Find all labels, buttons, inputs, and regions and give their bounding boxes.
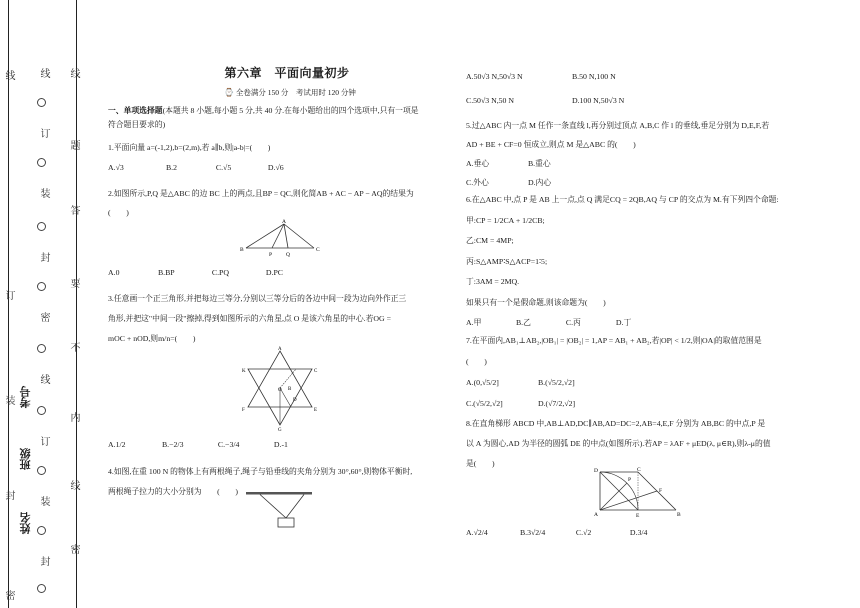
section-heading: 一、单项选择题(本题共 8 小题,每小题 5 分,共 40 分.在每小题给出的四个选项中,只有一项是 xyxy=(108,106,419,115)
warning-char: 题 xyxy=(68,140,79,150)
q5-text-2: AD + BE + CF=0 恒成立,则点 M 是△ABC 的( ) xyxy=(466,140,636,149)
q2-option-c[interactable]: C.PQ xyxy=(211,268,230,277)
binding-label: 封 xyxy=(38,252,49,262)
binding-line-inner xyxy=(76,0,77,608)
q1-option-a[interactable]: A.√3 xyxy=(108,163,124,172)
q6-option-a[interactable]: A.甲 xyxy=(466,318,482,327)
outer-label: 订 xyxy=(3,290,14,300)
q8-text-3: 是( ) xyxy=(466,459,495,468)
q6-option-c[interactable]: C.丙 xyxy=(565,318,581,327)
q5-option-a[interactable]: A.垂心 xyxy=(466,159,490,168)
q7-option-b[interactable]: B.(√5/2,√2] xyxy=(537,378,575,387)
question-8 xyxy=(466,414,826,474)
ropes-figure xyxy=(246,488,312,530)
question-5 xyxy=(466,116,816,192)
outer-label: 封 xyxy=(3,490,14,500)
clock-icon: ⌚ xyxy=(224,88,235,97)
outer-label: 装 xyxy=(3,395,14,405)
q8-options xyxy=(466,528,647,537)
label-k: K xyxy=(242,369,246,374)
q2-options xyxy=(108,268,453,277)
binding-label: 线 xyxy=(38,68,49,78)
binding-hole xyxy=(37,406,46,415)
label-c: C xyxy=(316,247,320,253)
warning-char: 线 xyxy=(68,480,79,490)
q7-option-c[interactable]: C.(√5/2,√2] xyxy=(466,399,503,408)
q1-text: 1.平面向量 a=(-1,2),b=(2,m),若 a∥b,则|a-b|=( ) xyxy=(108,143,271,152)
q3-text: 3.任意画一个正三角形,并把每边三等分,分别以三等分后的各边中间一段为边向外作正三 xyxy=(108,294,407,303)
label-a: A xyxy=(282,219,286,225)
label-q: Q xyxy=(286,252,290,258)
label-f: F xyxy=(659,488,663,494)
q8-option-a[interactable]: A.√2/4 xyxy=(466,528,488,537)
q3-text-2: 角形,并把这"中间一段"擦掉,得到如图所示的六角星,点 O 是该六角星的中心.若OG = xyxy=(108,314,391,323)
label-o: O xyxy=(278,388,282,393)
q8-option-d[interactable]: D.3/4 xyxy=(629,528,648,537)
q3-options xyxy=(108,440,453,449)
hexagram-figure xyxy=(238,345,322,431)
label-f: F xyxy=(242,408,245,413)
q4-text-2: 两根绳子拉力的大小分别为 ( ) xyxy=(108,487,238,496)
binding-hole xyxy=(37,282,46,291)
q4-option-c[interactable]: C.50√3 N,50 N xyxy=(466,96,515,105)
warning-char: 线 xyxy=(68,68,79,78)
q6-question: 如果只有一个是假命题,则该命题为( ) xyxy=(466,297,606,307)
warning-char: 答 xyxy=(68,205,79,215)
q3-option-b[interactable]: B.−2/3 xyxy=(161,440,184,449)
q6-statement-a: 甲:CP = 1/2CA + 1/2CB; xyxy=(466,215,545,225)
label-b: B xyxy=(240,247,244,253)
q6-option-b[interactable]: B.乙 xyxy=(515,318,531,327)
q4-options xyxy=(466,72,624,105)
q3-text-3: mOC + nOD,则m/n=( ) xyxy=(108,334,196,343)
q6-text: 6.在△ABC 中,点 P 是 AB 上一点,点 Q 满足CQ = 2QB,AQ 与 CP 的交点为 M.有下列四个命题: xyxy=(466,195,779,204)
binding-hole xyxy=(37,344,46,353)
q5-text: 5.过△ABC 内一点 M 任作一条直线 l,再分别过顶点 A,B,C 作 l 的垂线,垂足分别为 D,E,F,若 xyxy=(466,121,770,130)
q3-option-c[interactable]: C.−3/4 xyxy=(217,440,240,449)
q5-option-c[interactable]: C.外心 xyxy=(466,178,489,187)
q7-text-2: ( ) xyxy=(466,357,487,366)
binding-label: 订 xyxy=(38,128,49,138)
q8-option-b[interactable]: B.3√2/4 xyxy=(519,528,546,537)
label-p: P xyxy=(628,477,632,483)
warning-char: 不 xyxy=(68,342,79,352)
q6-option-d[interactable]: D.丁 xyxy=(615,318,632,327)
label-c: C xyxy=(637,467,641,473)
q4-option-b[interactable]: B.50 N,100 N xyxy=(571,72,616,81)
trapezoid-figure xyxy=(592,466,684,518)
binding-label: 装 xyxy=(38,188,49,198)
q8-text: 8.在直角梯形 ABCD 中,AB⊥AD,DC∥AB,AD=DC=2,AB=4,E,F 分别为 AB,BC 的中点,P 是 xyxy=(466,419,766,428)
binding-label: 订 xyxy=(38,436,49,446)
question-1 xyxy=(108,142,453,172)
label-g: G xyxy=(278,428,282,431)
binding-label: 装 xyxy=(38,496,49,506)
label-a: A xyxy=(594,512,598,518)
question-6 xyxy=(466,190,826,334)
q2-option-a[interactable]: A.0 xyxy=(108,268,120,277)
q2-option-b[interactable]: B.BP xyxy=(157,268,175,277)
page-title: 第六章 平面向量初步 xyxy=(224,66,350,80)
q3-option-a[interactable]: A.1/2 xyxy=(108,440,126,449)
outer-label: 密 xyxy=(3,590,14,600)
field-name[interactable]: 姓名 xyxy=(20,512,32,534)
q4-option-a[interactable]: A.50√3 N,50√3 N xyxy=(466,72,523,81)
q6-statement-d: 丁:3AM = 2MQ. xyxy=(466,277,520,286)
q6-statement-b: 乙:CM = 4MP; xyxy=(466,236,514,245)
question-7 xyxy=(466,330,826,414)
q7-text: 7.在平面内,AB₁⊥AB₂,|OB₁| = |OB₂| = 1,AP = AB₁ + AB₂,若|OP| < 1/2,则|OA|的取值范围是 xyxy=(466,336,762,345)
q1-option-b[interactable]: B.2 xyxy=(165,163,178,172)
label-e: E xyxy=(636,513,640,518)
binding-line-outer xyxy=(8,0,9,608)
binding-hole xyxy=(37,466,46,475)
binding-hole xyxy=(37,526,46,535)
field-class[interactable]: 班级 xyxy=(20,448,32,470)
q1-option-c[interactable]: C.√5 xyxy=(215,163,232,172)
field-exam-number[interactable]: 考号 xyxy=(20,386,32,408)
binding-label: 密 xyxy=(38,312,49,322)
label-a: A xyxy=(278,347,282,352)
q8-text-2: 以 A 为圆心,AD 为半径的圆弧 DE 的中点(如图所示).若AP = λAF + μED(λ, μ∈R),则λ-μ的值 xyxy=(466,439,771,448)
q5-option-b[interactable]: B.重心 xyxy=(527,159,551,168)
q8-option-c[interactable]: C.√2 xyxy=(575,528,592,537)
question-3 xyxy=(108,289,453,349)
label-d: D xyxy=(594,468,598,474)
warning-char: 内 xyxy=(68,412,79,422)
label-b: B xyxy=(677,512,681,518)
question-2 xyxy=(108,184,453,222)
binding-hole xyxy=(37,98,46,107)
q4-option-d[interactable]: D.100 N,50√3 N xyxy=(571,96,625,105)
binding-hole xyxy=(37,584,46,593)
section-heading-2: 符合题目要求的) xyxy=(108,120,166,129)
binding-hole xyxy=(37,158,46,167)
q2-option-d[interactable]: D.PC xyxy=(265,268,283,277)
q1-option-d[interactable]: D.√6 xyxy=(267,163,284,172)
binding-label: 线 xyxy=(38,374,49,384)
triangle-figure xyxy=(238,218,322,260)
q7-option-a[interactable]: A.(0,√5/2] xyxy=(466,378,499,387)
label-e: E xyxy=(314,408,318,413)
q2-text: 2.如图所示,P,Q 是△ABC 的边 BC 上的两点,且BP = QC,则化简AB + AC − AP − AQ的结果为 xyxy=(108,189,414,198)
label-b: B xyxy=(288,387,292,392)
label-d: D xyxy=(293,398,297,403)
outer-label: 线 xyxy=(3,70,14,80)
warning-char: 密 xyxy=(68,544,79,554)
page-subtitle xyxy=(190,87,390,98)
q4-text: 4.如图,在重 100 N 的物体上有两根绳子,绳子与铅垂线的夹角分别为 30°,60°,则物体平衡时, xyxy=(108,467,413,476)
binding-hole xyxy=(37,222,46,231)
q2-text-2: ( ) xyxy=(108,208,129,217)
q5-option-d[interactable]: D.内心 xyxy=(527,178,552,187)
q6-statement-c: 丙:S△AMP∶S△ACP=1∶5; xyxy=(466,256,548,266)
q3-option-d[interactable]: D.-1 xyxy=(273,440,288,449)
binding-label: 封 xyxy=(38,556,49,566)
label-c: C xyxy=(314,369,318,374)
subtitle-text: 全卷满分 150 分 考试用时 120 分钟 xyxy=(235,88,356,97)
warning-char: 要 xyxy=(68,278,79,288)
label-p: P xyxy=(269,252,273,258)
q7-option-d[interactable]: D.(√7/2,√2] xyxy=(537,399,576,408)
